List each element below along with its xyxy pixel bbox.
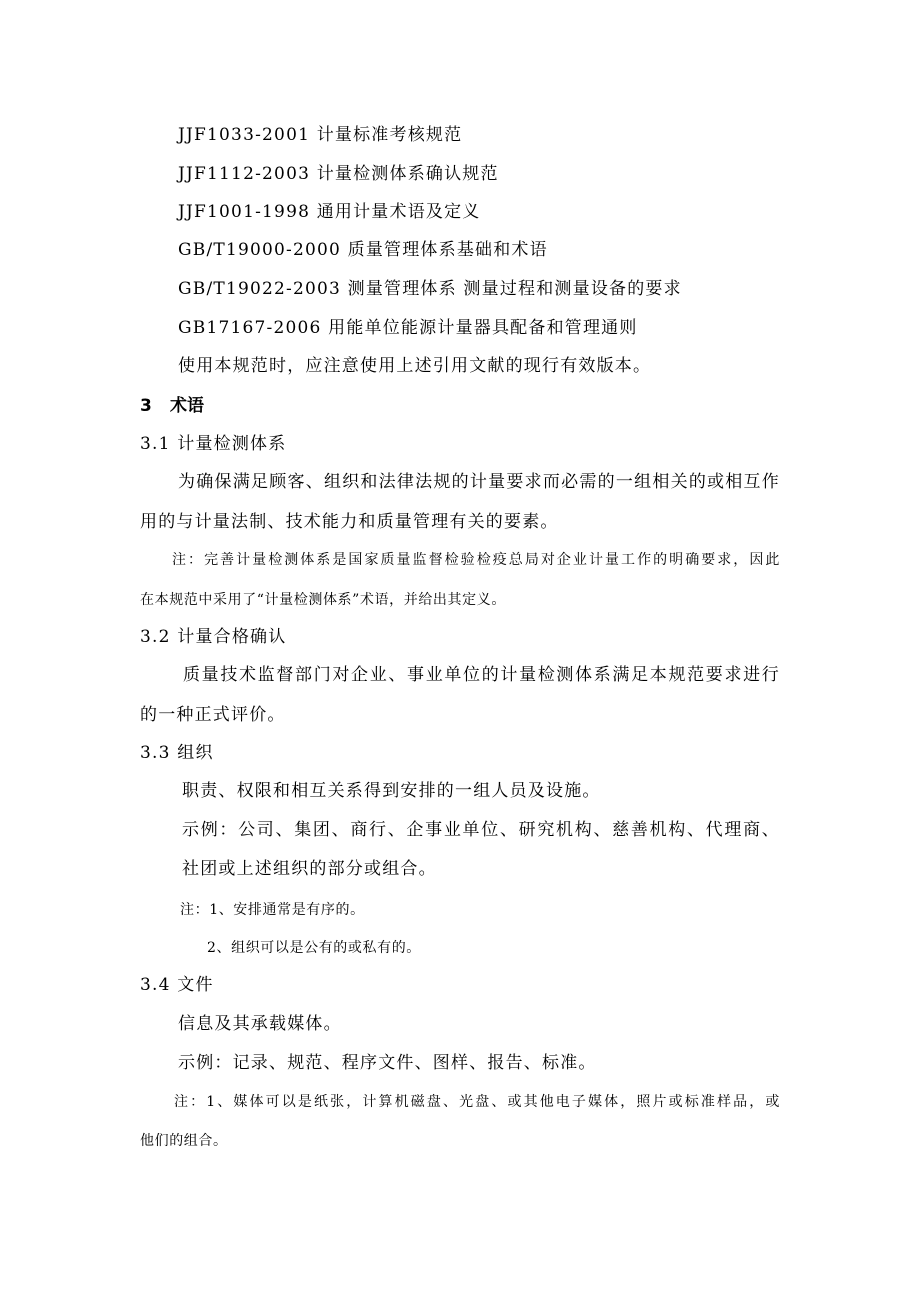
note-text: 2、组织可以是公有的或私有的。 — [207, 940, 421, 956]
subsection-heading: 3.2 计量合格确认 — [140, 627, 287, 647]
reference-item: JJF1033-2001 计量标准考核规范 — [178, 125, 463, 145]
section-title: 术语 — [170, 396, 204, 416]
definition-text: 的一种正式评价。 — [140, 705, 286, 725]
example-text: 示例：记录、规范、程序文件、图样、报告、标准。 — [178, 1053, 597, 1073]
note-text: 注：1、安排通常是有序的。 — [180, 902, 365, 918]
section-heading — [140, 398, 204, 415]
note-text: 在本规范中采用了“计量检测体系”术语，并给出其定义。 — [140, 592, 506, 608]
subsection-heading: 3.1 计量检测体系 — [140, 434, 287, 454]
reference-item: JJF1112-2003 计量检测体系确认规范 — [178, 164, 499, 184]
definition-text: 职责、权限和相互关系得到安排的一组人员及设施。 — [182, 781, 601, 801]
subsection-heading: 3.3 组织 — [140, 743, 214, 763]
definition-text: 信息及其承载媒体。 — [178, 1014, 342, 1034]
example-text: 社团或上述组织的部分或组合。 — [182, 859, 437, 879]
definition-text: 为确保满足顾客、组织和法律法规的计量要求而必需的一组相关的或相互作 — [178, 472, 780, 492]
example-text: 示例：公司、集团、商行、企事业单位、研究机构、慈善机构、代理商、 — [182, 820, 780, 840]
reference-item: GB/T19022-2003 测量管理体系 测量过程和测量设备的要求 — [178, 279, 682, 299]
reference-item: GB/T19000-2000 质量管理体系基础和术语 — [178, 240, 548, 260]
note-text: 注：1、媒体可以是纸张，计算机磁盘、光盘、或其他电子媒体，照片或标准样品，或 — [174, 1094, 780, 1110]
subsection-heading: 3.4 文件 — [140, 975, 214, 995]
note-text: 注：完善计量检测体系是国家质量监督检验检疫总局对企业计量工作的明确要求，因此 — [172, 552, 780, 568]
note-text: 他们的组合。 — [140, 1133, 228, 1149]
reference-item: GB17167-2006 用能单位能源计量器具配备和管理通则 — [178, 318, 638, 338]
references-note: 使用本规范时，应注意使用上述引用文献的现行有效版本。 — [178, 356, 652, 376]
definition-text: 用的与计量法制、技术能力和质量管理有关的要素。 — [140, 512, 559, 532]
section-number: 3 — [140, 396, 152, 416]
definition-text: 质量技术监督部门对企业、事业单位的计量检测体系满足本规范要求进行 — [183, 665, 780, 685]
reference-item: JJF1001-1998 通用计量术语及定义 — [178, 202, 481, 222]
